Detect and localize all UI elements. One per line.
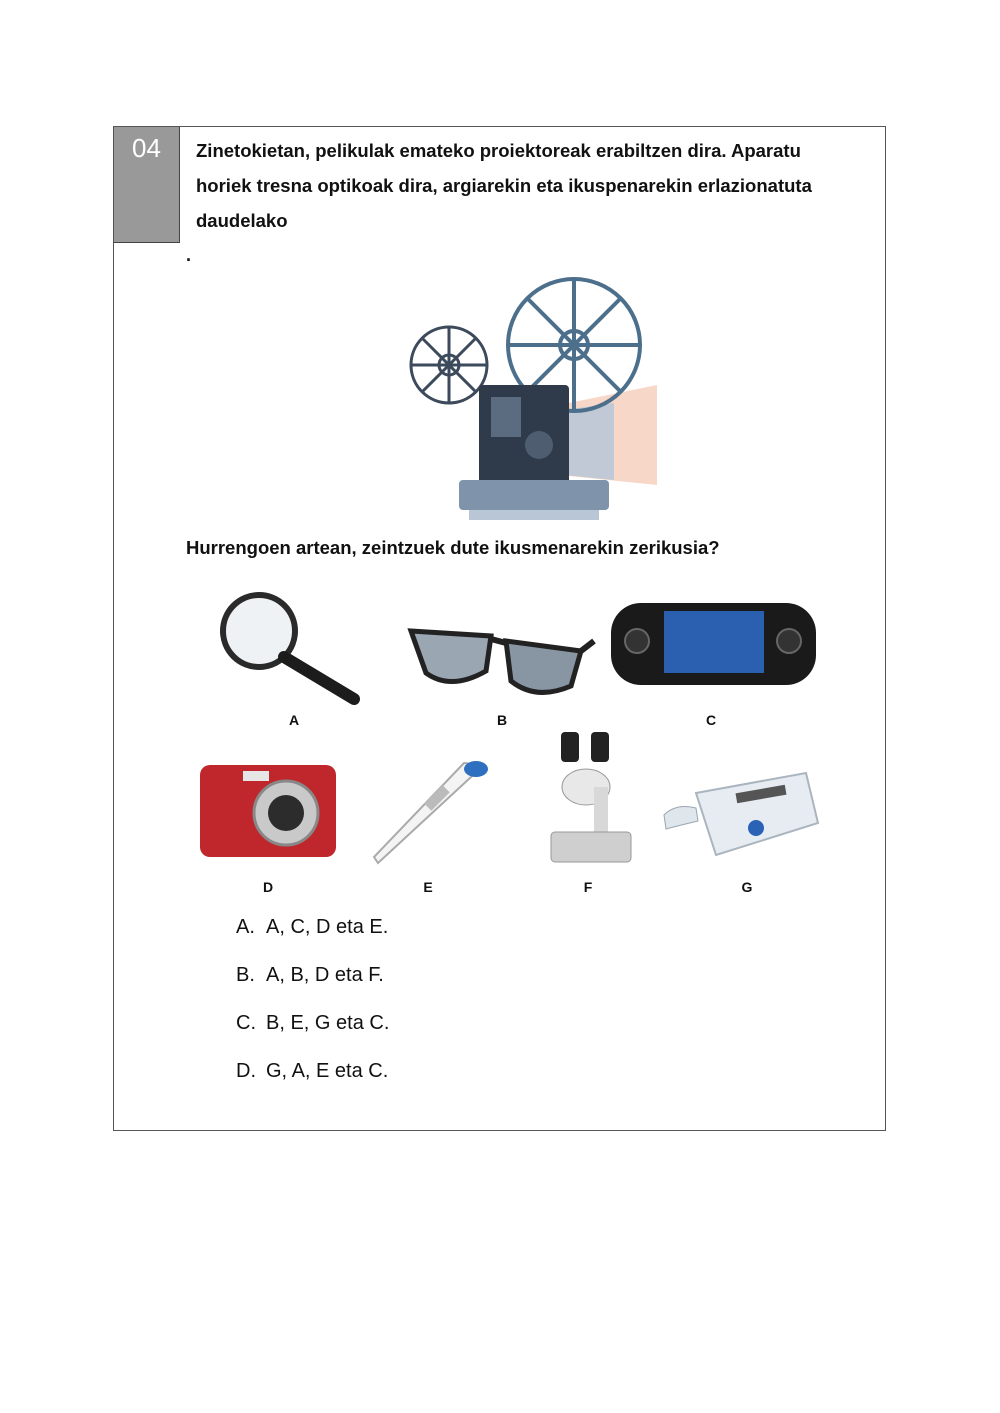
item-label-g: G xyxy=(741,879,753,895)
item-label-a: A xyxy=(288,712,300,728)
stray-dot: . xyxy=(186,245,192,265)
answer-text: A, C, D eta E. xyxy=(266,916,389,938)
answer-options xyxy=(236,913,389,1105)
handheld-console-icon xyxy=(609,599,819,689)
digital-camera-icon xyxy=(198,761,338,861)
answer-letter: D. xyxy=(236,1060,256,1082)
question-line-3: daudelako xyxy=(196,210,288,231)
answer-text: A, B, D eta F. xyxy=(266,964,384,986)
sub-question: Hurrengoen artean, zeintzuek dute ikusmenarekin zerikusia? xyxy=(186,537,720,558)
item-label-e: E xyxy=(423,879,433,895)
answer-option-c[interactable] xyxy=(236,1009,389,1057)
microscope-icon xyxy=(546,727,636,867)
answer-text: B, E, G eta C. xyxy=(266,1012,390,1034)
answer-option-b[interactable] xyxy=(236,961,389,1009)
answer-letter: A. xyxy=(236,916,255,938)
item-label-c: C xyxy=(705,712,717,728)
question-number: 04 xyxy=(114,127,180,243)
item-label-d: D xyxy=(262,879,274,895)
question-card xyxy=(113,126,886,1131)
item-label-f: F xyxy=(583,879,593,895)
item-label-b: B xyxy=(496,712,508,728)
sunglasses-icon xyxy=(406,611,596,701)
answer-letter: C. xyxy=(236,1012,256,1034)
telephone-icon xyxy=(656,763,821,858)
answer-option-a[interactable] xyxy=(236,913,389,961)
answer-letter: B. xyxy=(236,964,255,986)
answer-text: G, A, E eta C. xyxy=(266,1060,389,1082)
answer-option-d[interactable] xyxy=(236,1057,389,1105)
question-line-2: horiek tresna optikoak dira, argiarekin eta ikuspenarekin erlazionatuta xyxy=(196,175,812,196)
question-text xyxy=(196,133,876,238)
film-projector-image xyxy=(399,265,659,535)
thermometer-icon xyxy=(364,757,494,867)
question-line-1: Zinetokietan, pelikulak emateko proiektoreak erabiltzen dira. Aparatu xyxy=(196,140,801,161)
magnifying-glass-icon xyxy=(214,591,374,711)
